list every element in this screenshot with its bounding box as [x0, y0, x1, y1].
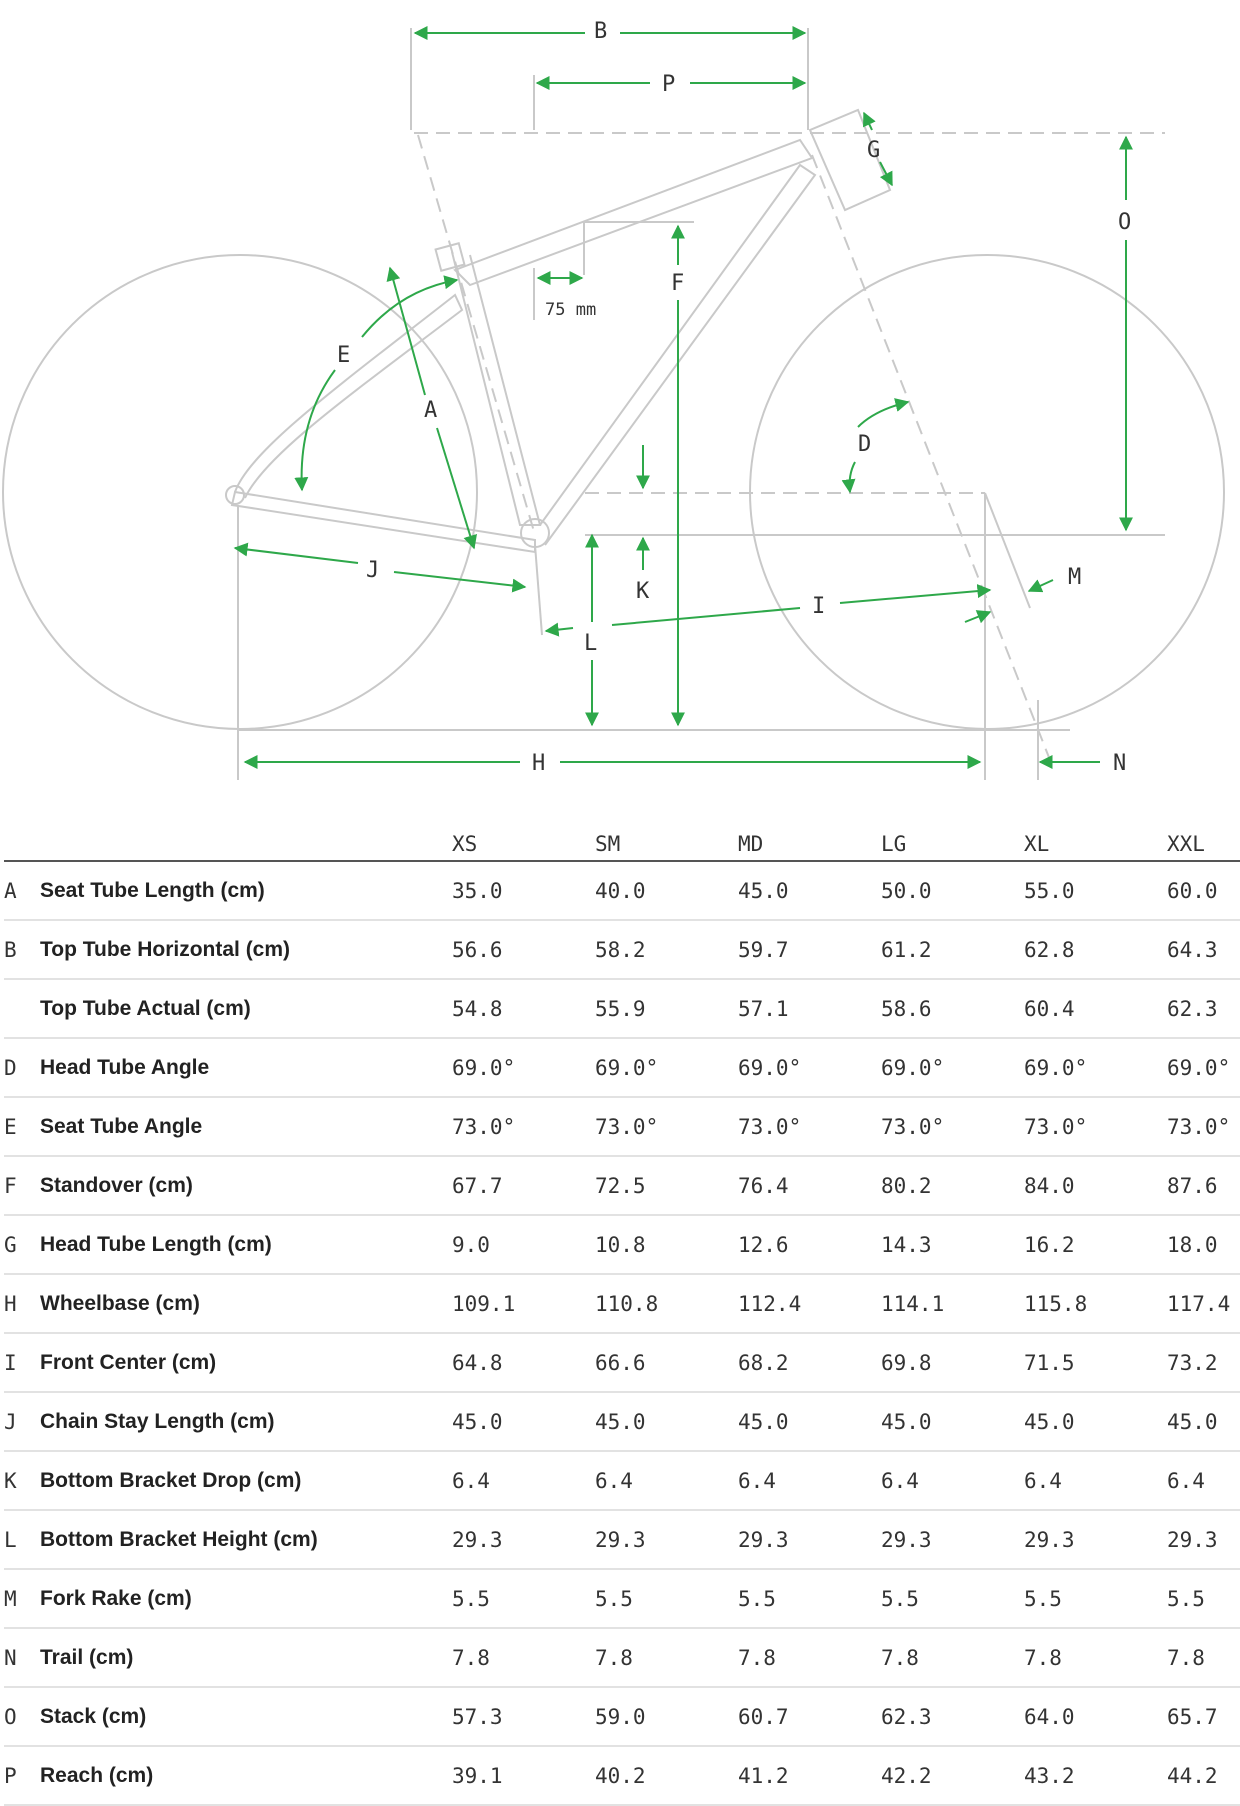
row-value: 5.5 [738, 1587, 776, 1611]
offset-note: 75 mm [545, 300, 597, 320]
row-letter: F [4, 1174, 17, 1198]
row-value: 115.8 [1024, 1292, 1088, 1316]
row-value: 7.8 [452, 1646, 490, 1670]
row-value: 61.2 [881, 938, 932, 962]
table-body [4, 862, 1240, 1806]
table-row [4, 1334, 1240, 1393]
row-value: 29.3 [1167, 1528, 1218, 1552]
table-row [4, 1216, 1240, 1275]
label-l: L [584, 631, 598, 656]
table-row [4, 1570, 1240, 1629]
row-value: 114.1 [881, 1292, 945, 1316]
reference-lines [238, 28, 1165, 780]
row-value: 62.3 [881, 1705, 932, 1729]
row-letter: H [4, 1292, 17, 1316]
row-name: Bottom Bracket Height (cm) [40, 1528, 318, 1551]
row-name: Top Tube Horizontal (cm) [40, 938, 291, 961]
label-p: P [662, 72, 676, 97]
row-value: 60.7 [738, 1705, 789, 1729]
row-value: 73.0° [595, 1115, 659, 1139]
table-row [4, 1098, 1240, 1157]
row-value: 109.1 [452, 1292, 516, 1316]
row-value: 59.0 [595, 1705, 646, 1729]
row-value: 69.0° [1024, 1056, 1088, 1080]
row-value: 7.8 [595, 1646, 633, 1670]
row-value: 40.0 [595, 879, 646, 903]
geometry-diagram [0, 0, 1240, 790]
row-value: 64.8 [452, 1351, 503, 1375]
row-value: 29.3 [452, 1528, 503, 1552]
table-row [4, 1452, 1240, 1511]
row-value: 58.6 [881, 997, 932, 1021]
row-value: 35.0 [452, 879, 503, 903]
label-m: M [1068, 565, 1082, 590]
row-value: 73.0° [1024, 1115, 1088, 1139]
row-value: 44.2 [1167, 1764, 1218, 1788]
row-value: 55.9 [595, 997, 646, 1021]
label-j: J [366, 558, 380, 583]
row-name: Stack (cm) [40, 1705, 147, 1728]
row-name: Standover (cm) [40, 1174, 193, 1197]
label-g: G [867, 138, 881, 163]
row-value: 41.2 [738, 1764, 789, 1788]
table-row [4, 862, 1240, 921]
size-header: SM [595, 832, 621, 856]
row-name: Head Tube Angle [40, 1056, 210, 1079]
row-value: 59.7 [738, 938, 789, 962]
table-row [4, 1511, 1240, 1570]
label-n: N [1113, 751, 1127, 776]
table-row [4, 1157, 1240, 1216]
table-row [4, 1275, 1240, 1334]
row-value: 45.0 [738, 879, 789, 903]
table-row [4, 921, 1240, 980]
row-value: 6.4 [738, 1469, 776, 1493]
row-value: 50.0 [881, 879, 932, 903]
row-value: 5.5 [1167, 1587, 1205, 1611]
row-value: 18.0 [1167, 1233, 1218, 1257]
row-letter: O [4, 1705, 17, 1729]
row-value: 64.0 [1024, 1705, 1075, 1729]
row-name: Chain Stay Length (cm) [40, 1410, 275, 1433]
row-value: 69.0° [881, 1056, 945, 1080]
row-value: 45.0 [595, 1410, 646, 1434]
row-letter: B [4, 938, 17, 962]
label-i: I [812, 594, 826, 619]
row-value: 54.8 [452, 997, 503, 1021]
row-value: 69.0° [595, 1056, 659, 1080]
row-value: 29.3 [1024, 1528, 1075, 1552]
table-row [4, 1039, 1240, 1098]
row-value: 5.5 [881, 1587, 919, 1611]
row-value: 62.3 [1167, 997, 1218, 1021]
row-value: 29.3 [881, 1528, 932, 1552]
row-value: 7.8 [738, 1646, 776, 1670]
geometry-table [4, 820, 1240, 1806]
row-value: 5.5 [452, 1587, 490, 1611]
table-row [4, 1393, 1240, 1452]
row-value: 45.0 [881, 1410, 932, 1434]
row-value: 16.2 [1024, 1233, 1075, 1257]
row-name: Top Tube Actual (cm) [40, 997, 251, 1020]
row-value: 64.3 [1167, 938, 1218, 962]
row-letter: N [4, 1646, 17, 1670]
row-letter: M [4, 1587, 17, 1611]
row-name: Front Center (cm) [40, 1351, 217, 1374]
label-e: E [337, 343, 351, 368]
row-value: 66.6 [595, 1351, 646, 1375]
row-letter: E [4, 1115, 17, 1139]
row-value: 29.3 [738, 1528, 789, 1552]
row-value: 57.3 [452, 1705, 503, 1729]
table-row [4, 980, 1240, 1039]
row-value: 117.4 [1167, 1292, 1231, 1316]
table-row [4, 1688, 1240, 1747]
row-value: 6.4 [881, 1469, 919, 1493]
row-value: 69.0° [1167, 1056, 1231, 1080]
label-d: D [858, 432, 872, 457]
size-header: LG [881, 832, 907, 856]
label-a: A [424, 398, 438, 423]
label-o: O [1118, 210, 1132, 235]
row-value: 43.2 [1024, 1764, 1075, 1788]
row-value: 76.4 [738, 1174, 789, 1198]
row-value: 6.4 [595, 1469, 633, 1493]
row-value: 68.2 [738, 1351, 789, 1375]
row-value: 45.0 [1024, 1410, 1075, 1434]
label-k: K [636, 579, 650, 604]
row-value: 14.3 [881, 1233, 932, 1257]
row-value: 10.8 [595, 1233, 646, 1257]
row-name: Seat Tube Length (cm) [40, 879, 265, 902]
row-letter: D [4, 1056, 17, 1080]
row-value: 80.2 [881, 1174, 932, 1198]
row-value: 6.4 [1167, 1469, 1205, 1493]
row-letter: G [4, 1233, 17, 1257]
row-letter: L [4, 1528, 17, 1552]
row-letter: A [4, 879, 17, 903]
row-value: 6.4 [452, 1469, 490, 1493]
size-header: MD [738, 832, 764, 856]
row-name: Trail (cm) [40, 1646, 134, 1669]
row-value: 87.6 [1167, 1174, 1218, 1198]
row-name: Fork Rake (cm) [40, 1587, 192, 1610]
row-value: 69.0° [452, 1056, 516, 1080]
table-row [4, 1629, 1240, 1688]
row-letter: K [4, 1469, 17, 1493]
row-value: 7.8 [1167, 1646, 1205, 1670]
dimension-lines [235, 33, 1126, 762]
row-value: 57.1 [738, 997, 789, 1021]
table-row [4, 1747, 1240, 1806]
row-value: 56.6 [452, 938, 503, 962]
row-value: 112.4 [738, 1292, 802, 1316]
row-value: 60.0 [1167, 879, 1218, 903]
bike-frame [226, 110, 890, 552]
row-name: Reach (cm) [40, 1764, 154, 1787]
row-value: 45.0 [738, 1410, 789, 1434]
label-f: F [671, 271, 685, 296]
size-header: XXL [1167, 832, 1205, 856]
label-b: B [594, 19, 608, 44]
row-letter: I [4, 1351, 17, 1375]
row-value: 73.2 [1167, 1351, 1218, 1375]
row-value: 58.2 [595, 938, 646, 962]
row-name: Wheelbase (cm) [40, 1292, 200, 1315]
row-name: Bottom Bracket Drop (cm) [40, 1469, 302, 1492]
row-value: 73.0° [881, 1115, 945, 1139]
row-value: 60.4 [1024, 997, 1075, 1021]
row-value: 12.6 [738, 1233, 789, 1257]
row-value: 9.0 [452, 1233, 490, 1257]
row-value: 40.2 [595, 1764, 646, 1788]
size-header-row [4, 820, 1240, 862]
row-value: 73.0° [452, 1115, 516, 1139]
row-value: 42.2 [881, 1764, 932, 1788]
row-value: 73.0° [1167, 1115, 1231, 1139]
row-value: 72.5 [595, 1174, 646, 1198]
row-value: 69.0° [738, 1056, 802, 1080]
row-value: 29.3 [595, 1528, 646, 1552]
row-letter: J [4, 1410, 17, 1434]
row-value: 84.0 [1024, 1174, 1075, 1198]
row-name: Head Tube Length (cm) [40, 1233, 272, 1256]
row-value: 71.5 [1024, 1351, 1075, 1375]
row-value: 39.1 [452, 1764, 503, 1788]
row-value: 67.7 [452, 1174, 503, 1198]
row-value: 55.0 [1024, 879, 1075, 903]
row-letter: P [4, 1764, 17, 1788]
row-value: 6.4 [1024, 1469, 1062, 1493]
row-value: 62.8 [1024, 938, 1075, 962]
size-header: XS [452, 832, 478, 856]
row-value: 73.0° [738, 1115, 802, 1139]
row-value: 45.0 [452, 1410, 503, 1434]
row-value: 65.7 [1167, 1705, 1218, 1729]
row-value: 7.8 [881, 1646, 919, 1670]
size-header: XL [1024, 832, 1050, 856]
row-value: 5.5 [595, 1587, 633, 1611]
row-value: 7.8 [1024, 1646, 1062, 1670]
row-value: 110.8 [595, 1292, 659, 1316]
front-wheel [750, 255, 1224, 729]
row-value: 69.8 [881, 1351, 932, 1375]
row-value: 45.0 [1167, 1410, 1218, 1434]
label-h: H [532, 751, 546, 776]
row-name: Seat Tube Angle [40, 1115, 203, 1138]
row-value: 5.5 [1024, 1587, 1062, 1611]
